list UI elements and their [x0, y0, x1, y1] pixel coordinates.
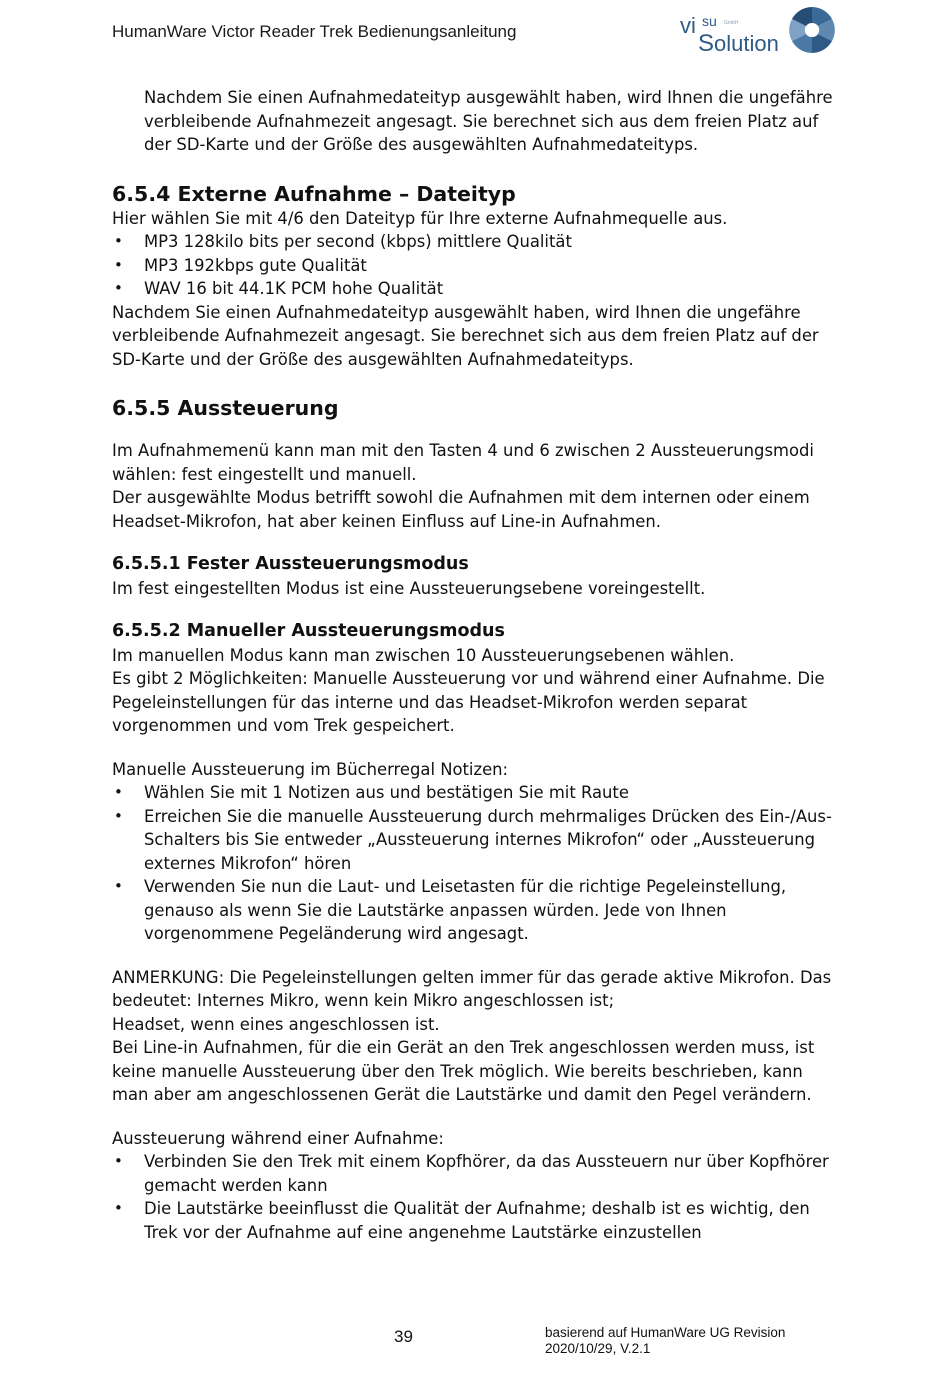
- revision-line-1: basierend auf HumanWare UG Revision: [545, 1325, 786, 1340]
- note-paragraph-1: ANMERKUNG: Die Pegeleinstellungen gelten immer für das gerade aktive Mikrofon. Das bedeutet: Internes Mikro, wenn kein Mikro angeschlossen ist;: [112, 967, 832, 1010]
- manual-adjustment-intro: Manuelle Aussteuerung im Bücherregal Notizen:: [112, 759, 509, 779]
- list-item: • Die Lautstärke beeinflusst die Qualität der Aufnahme; deshalb ist es wichtig, den Trek vor der Aufnahme auf eine angenehme Lautstärke einzustellen: [112, 1197, 840, 1244]
- section-6-5-5-paragraph-1: Im Aufnahmemenü kann man mit den Tasten 4 und 6 zwischen 2 Aussteuerungsmodi wählen: fest eingestellt und manuell.: [112, 441, 814, 484]
- manual-adjustment-list: [112, 781, 840, 946]
- aperture-icon: [789, 7, 835, 53]
- list-item: • Verbinden Sie den Trek mit einem Kopfhörer, da das Aussteuern nur über Kopfhörer gemacht werden kann: [112, 1150, 840, 1197]
- section-6-5-5-1-heading: 6.5.5.1 Fester Aussteuerungsmodus: [112, 554, 469, 574]
- document-header-title: HumanWare Victor Reader Trek Bedienungsanleitung: [112, 22, 517, 41]
- logo-text-vi: vi: [680, 13, 696, 38]
- section-6-5-4-heading: 6.5.4 Externe Aufnahme – Dateityp: [112, 181, 516, 206]
- page-number: 39: [394, 1327, 413, 1346]
- list-item: • Erreichen Sie die manuelle Aussteuerung durch mehrmaliges Drücken des Ein-/Aus-Schalters bis Sie entweder „Aussteuerung internes Mikrofon“ oder „Aussteuerung externes Mikrofon“ hören: [112, 805, 840, 876]
- list-item: • MP3 128kilo bits per second (kbps) mittlere Qualität: [112, 230, 840, 254]
- visusolution-logo: [672, 0, 842, 60]
- list-item: • Verwenden Sie nun die Laut- und Leisetasten für die richtige Pegeleinstellung, genauso als wenn Sie die Lautstärke anpassen würden. Jede von Ihnen vorgenommene Pegeländerung wird angesagt.: [112, 875, 840, 946]
- section-6-5-5-paragraph-2: Der ausgewählte Modus betrifft sowohl die Aufnahmen mit dem internen oder einem Headset-Mikrofon, hat aber keinen Einfluss auf Line-in Aufnahmen.: [112, 488, 810, 531]
- section-6-5-5-1-paragraph: Im fest eingestellten Modus ist eine Aussteuerungsebene voreingestellt.: [112, 578, 706, 598]
- list-item: • Wählen Sie mit 1 Notizen aus und bestätigen Sie mit Raute: [112, 781, 840, 805]
- logo-text-su: su: [702, 13, 717, 29]
- section-6-5-5-2-paragraph-1: Im manuellen Modus kann man zwischen 10 Aussteuerungsebenen wählen.: [112, 645, 735, 665]
- list-item: • MP3 192kbps gute Qualität: [112, 254, 840, 278]
- revision-line-2: 2020/10/29, V.2.1: [545, 1341, 651, 1356]
- note-paragraph-3: Bei Line-in Aufnahmen, für die ein Gerät an den Trek angeschlossen werden muss, ist keine manuelle Aussteuerung über den Trek möglich. Wie bereits beschrieben, kann man aber am angeschlossenen Gerät die Lautstärke und damit den Pegel verändern.: [112, 1038, 815, 1104]
- section-6-5-4-paragraph: Nachdem Sie einen Aufnahmedateityp ausgewählt haben, wird Ihnen die ungefähre verbleibende Aufnahmezeit angesagt. Sie berechnet sich aus dem freien Platz auf der SD-Karte und der Größe des ausgewählten Aufnahmedateityps.: [112, 302, 819, 369]
- revision-info: [545, 1325, 785, 1357]
- during-recording-intro: Aussteuerung während einer Aufnahme:: [112, 1128, 444, 1148]
- section-6-5-5-2-paragraph-2: Es gibt 2 Möglichkeiten: Manuelle Aussteuerung vor und während einer Aufnahme. Die Pegeleinstellungen für das interne und das Headset-Mikrofon werden separat vorgenommen und vom Trek gespeichert.: [112, 669, 825, 735]
- logo-text-s: S: [698, 30, 715, 57]
- section-6-5-5-heading: 6.5.5 Aussteuerung: [112, 396, 339, 420]
- during-recording-list: [112, 1150, 840, 1244]
- list-item: • WAV 16 bit 44.1K PCM hohe Qualität: [112, 277, 840, 301]
- logo-small-text: GmbH: [724, 20, 739, 26]
- page-content: [112, 86, 840, 1244]
- file-type-list: [112, 230, 840, 301]
- section-6-5-5-2-heading: 6.5.5.2 Manueller Aussteuerungsmodus: [112, 621, 505, 641]
- note-paragraph-2: Headset, wenn eines angeschlossen ist.: [112, 1014, 440, 1034]
- intro-paragraph: Nachdem Sie einen Aufnahmedateityp ausgewählt haben, wird Ihnen die ungefähre verbleibende Aufnahmezeit angesagt. Sie berechnet sich aus dem freien Platz auf der SD-Karte und der Größe des ausgewählten Aufnahmedateityps.: [144, 88, 833, 154]
- section-6-5-4-intro: Hier wählen Sie mit 4/6 den Dateityp für Ihre externe Aufnahmequelle aus.: [112, 208, 728, 228]
- logo-text-olution: olution: [714, 31, 779, 56]
